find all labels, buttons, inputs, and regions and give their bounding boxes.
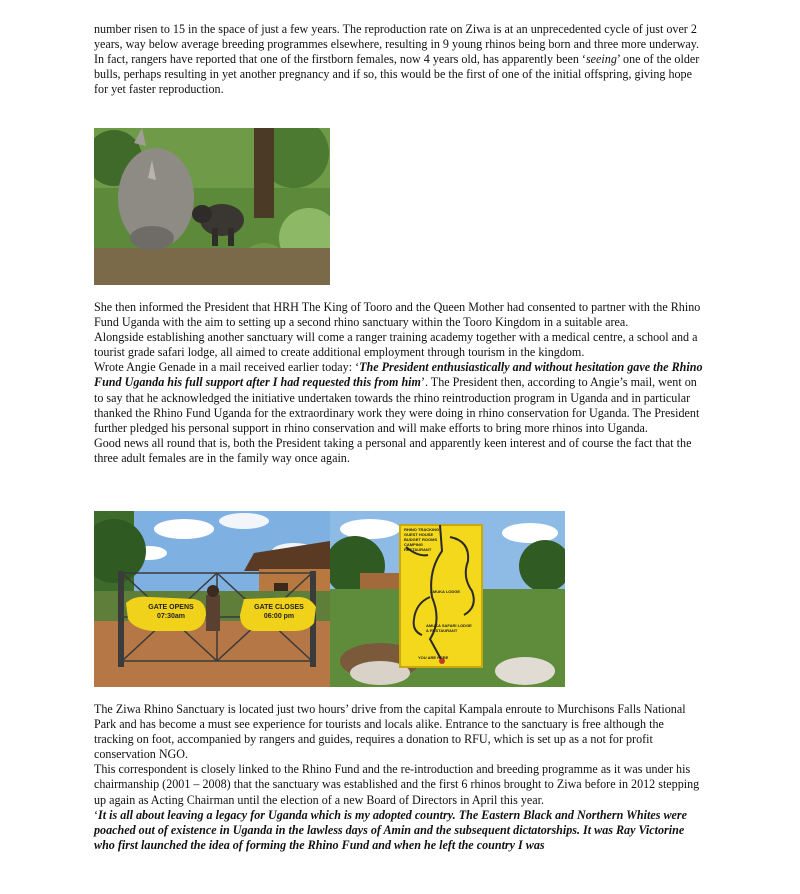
map-label-lodge: AMUKA LODGE	[430, 589, 461, 594]
rhino-calf-photo	[94, 128, 330, 285]
quote-bold: It is all about leaving a legacy for Uganda which is my adopted country. The Eastern Black and Northern Whites were poached out of existence in Uganda in the lawless days of Amin and the subsequent dictatorships. It was Ray Victorine who first launched the idea of forming the Rhino Fund and when he left the country I was	[94, 807, 687, 852]
map-label-safari-lodge: AMUKA SAFARI LODGE & RESTAURANT	[426, 623, 472, 633]
paragraph: In fact, rangers have reported that one of the firstborn females, now 4 years old, has apparently been ‘seeing’ one of the older bulls, perhaps resulting in yet another pregnancy and if so, this would be the first of one of the initial offspring, giving hope for yet faster reproduction.	[94, 52, 700, 97]
gate-photo	[94, 511, 330, 687]
sanctuary-map-sign-photo	[330, 511, 565, 687]
text-block-bottom	[94, 702, 706, 853]
emphasis: seeing	[585, 52, 617, 67]
quote-bold: The President enthusiastically and without hesitation gave the Rhino Fund Uganda his full support after I had requested this from him	[94, 360, 703, 390]
map-sign-legend: RHINO TRACKING GUEST HOUSE BUDGET ROOMS CAMPING RESTAURANT	[404, 527, 440, 552]
gate-open-sign: GATE OPENS 07:30am	[148, 604, 194, 620]
gate-close-sign: GATE CLOSES 06:00 pm	[254, 604, 304, 620]
paragraph: Good news all round that is, both the President taking a personal and apparently keen interest and of course the fact that the three adult females are in the family way once again.	[94, 435, 692, 465]
paragraph: This correspondent is closely linked to the Rhino Fund and the re-introduction and breeding programme as it was under his chairmanship (2001 – 2008) that the sanctuary was established and the first 6 rhinos brought to Ziwa before in 2012 stepping up again as Acting Chairman until the election of a new Board of Directors in April this year.	[94, 762, 700, 807]
text-block-middle	[94, 300, 706, 466]
paragraph: Wrote Angie Genade in a mail received earlier today: ‘The President enthusiastically and without hesitation gave the Rhino Fund Uganda his full support after I had requested this from him’. The President then, according to Angie’s mail, went on to say that he acknowledged the initiative undertaken towards the rhino reintroduction program in Uganda and in particular thanked the Rhino Fund Uganda for the extraordinary work they were doing in rhino conservation for Uganda. The President further pledged his personal support in rhino conservation and will make efforts to bring more rhinos into Uganda.	[94, 360, 703, 435]
paragraph: number risen to 15 in the space of just a few years. The reproduction rate on Ziwa is at an unprecedented cycle of just over 2 years, way below average breeding programmes elsewhere, resulting in 9 young rhinos being born and three more underway.	[94, 22, 700, 52]
text-block-top	[94, 22, 706, 97]
paragraph: ‘It is all about leaving a legacy for Uganda which is my adopted country. The Eastern Black and Northern Whites were poached out of existence in Uganda in the lawless days of Amin and the subsequent dictatorships. It was Ray Victorine who first launched the idea of forming the Rhino Fund and when he left the country I was	[94, 807, 687, 852]
map-label-you-are-here: YOU ARE HERE	[418, 655, 449, 660]
paragraph: The Ziwa Rhino Sanctuary is located just two hours’ drive from the capital Kampala enroute to Murchisons Falls National Park and has become a must see experience for tourists and locals alike. Entrance to the sanctuary is free although the tracking on foot, accompanied by rangers and guides, requires a donation to RFU, which is set up as a not for profit conservation NGO.	[94, 702, 686, 762]
paragraph: She then informed the President that HRH The King of Tooro and the Queen Mother had consented to partner with the Rhino Fund Uganda with the aim to setting up a second rhino sanctuary within the Tooro Kingdom in a suitable area.	[94, 300, 701, 330]
paragraph: Alongside establishing another sanctuary will come a ranger training academy together with a medical centre, a school and a tourist grade safari lodge, all aimed to create additional employment through tourism in the kingdom.	[94, 330, 698, 360]
